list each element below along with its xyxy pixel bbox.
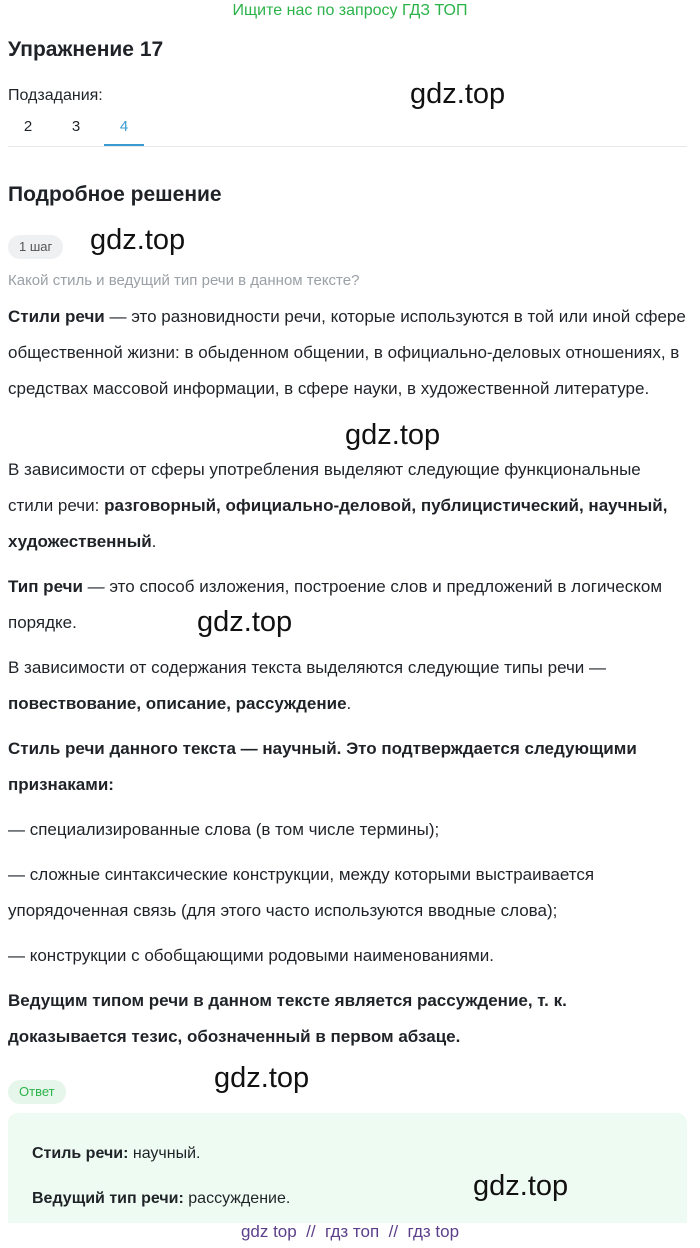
answer-value: рассуждение. [183,1190,291,1207]
subtasks-label: Подзадания: [8,87,103,104]
answer-style-line [32,1145,200,1163]
answer-label: Стиль речи: [32,1145,129,1162]
style-conclusion: Стиль речи данного текста — научный. Это подтверждается следующими признаками: [8,739,637,794]
subtask-tab-3[interactable]: 3 [71,118,81,135]
list-item: — специализированные слова (в том числе термины); [8,820,440,839]
paragraph-text-style [8,731,688,803]
question-text: Какой стиль и ведущий тип речи в данном тексте? [8,272,360,289]
answer-badge: Ответ [8,1080,66,1104]
subtask-tab-4[interactable]: 4 [104,118,144,146]
term-type: Тип речи [8,577,83,596]
list-item: — сложные синтаксические конструкции, между которыми выстраивается упорядоченная связь (для этого часто используются вводные слова); [8,865,595,920]
paragraph-type-definition [8,569,688,641]
term-styles: Стили речи [8,307,105,326]
watermark: gdz.top [90,224,186,256]
watermark: gdz.top [197,606,293,638]
paragraph-text: В зависимости от сферы употребления выделяют следующие функциональные стили речи: [8,460,641,515]
subtask-tabs [8,110,687,147]
paragraph-styles-definition [8,299,688,407]
watermark: gdz.top [345,419,441,451]
list-item: — конструкции с обобщающими родовыми наименованиями. [8,946,495,965]
paragraph-text: . [346,694,352,713]
watermark: gdz.top [410,78,506,110]
solution-title: Подробное решение [8,183,222,206]
footer: gdz top // гдз топ // гдз top [240,1222,460,1241]
answer-type-line [32,1190,290,1208]
watermark: gdz.top [473,1170,569,1202]
paragraph-text: — это разновидности речи, которые используются в той или иной сфере общественной жизни: в обыденном общении, в официально-деловых отношениях, в средствах массовой информации, в сфере науки, в художественной литературе. [8,307,686,398]
watermark: gdz.top [214,1062,310,1094]
paragraph-text: В зависимости от содержания текста выделяются следующие типы речи — [8,658,607,677]
paragraph-text: . [151,532,157,551]
types-list: повествование, описание, рассуждение [8,694,347,713]
styles-list: разговорный, официально-деловой, публицистический, научный, художественный [8,496,668,551]
step-badge: 1 шаг [8,235,63,259]
answer-value: научный. [128,1145,201,1162]
answer-label: Ведущий тип речи: [32,1190,184,1207]
subtask-tab-2[interactable]: 2 [23,118,33,135]
paragraph-text: — это способ изложения, построение слов и предложений в логическом порядке. [8,577,663,632]
exercise-title: Упражнение 17 [8,38,164,61]
top-banner: Ищите нас по запросу ГДЗ ТОП [232,2,468,19]
answer-box [8,1113,687,1223]
type-conclusion: Ведущим типом речи в данном тексте является рассуждение, т. к. доказывается тезис, обозначенный в первом абзаце. [8,991,567,1046]
paragraph-speech-types [8,650,688,722]
paragraph-functional-styles [8,452,688,560]
paragraph-type-conclusion [8,983,688,1055]
